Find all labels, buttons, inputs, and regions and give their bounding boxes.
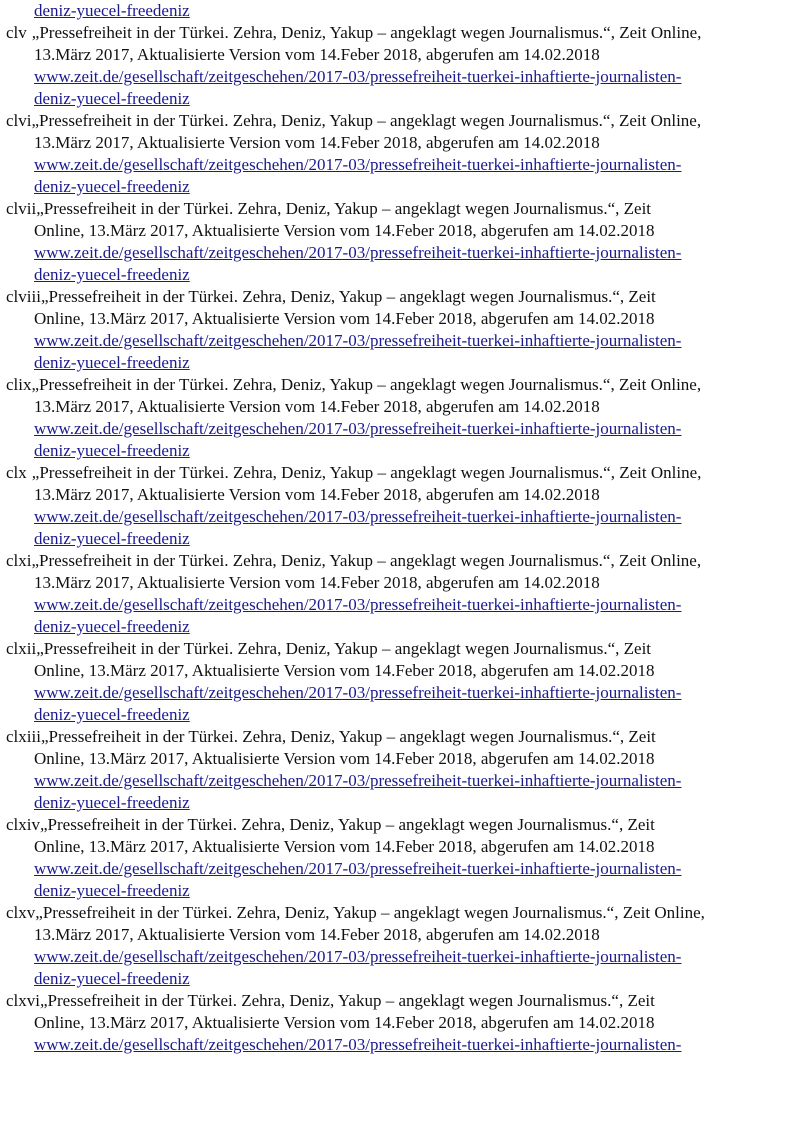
footnote-entry bbox=[6, 902, 796, 990]
footnote-citation-text: „Pressefreiheit in der Türkei. Zehra, Deniz, Yakup – angeklagt wegen Journalismus.“, Zeit bbox=[40, 287, 656, 306]
footnote-url-continuation-link[interactable]: deniz-yuecel-freedeniz bbox=[34, 353, 190, 372]
footnote-url-link[interactable]: www.zeit.de/gesellschaft/zeitgeschehen/2017-03/pressefreiheit-tuerkei-inhaftierte-journalisten- bbox=[34, 859, 682, 878]
footnote-number: clvi bbox=[6, 111, 32, 130]
footnote-url-link[interactable]: www.zeit.de/gesellschaft/zeitgeschehen/2017-03/pressefreiheit-tuerkei-inhaftierte-journalisten- bbox=[34, 771, 682, 790]
footnote-url-line bbox=[6, 858, 796, 880]
footnote-url-continuation-line bbox=[6, 88, 796, 110]
footnote-url-line bbox=[6, 242, 796, 264]
footnote-first-line bbox=[6, 814, 796, 836]
footnote-citation-text: „Pressefreiheit in der Türkei. Zehra, Deniz, Yakup – angeklagt wegen Journalismus.“, Zeit Online, bbox=[31, 551, 702, 570]
footnote-number: clxiv bbox=[6, 815, 40, 834]
footnote-url-continuation-link[interactable]: deniz-yuecel-freedeniz bbox=[34, 617, 190, 636]
footnote-number: clxv bbox=[6, 903, 36, 922]
footnote-entry bbox=[6, 198, 796, 286]
footnote-date-line: Online, 13.März 2017, Aktualisierte Version vom 14.Feber 2018, abgerufen am 14.02.2018 bbox=[34, 1013, 655, 1032]
footnote-entry bbox=[6, 726, 796, 814]
footnote-date-line: Online, 13.März 2017, Aktualisierte Version vom 14.Feber 2018, abgerufen am 14.02.2018 bbox=[34, 221, 655, 240]
footnote-url-continuation-line bbox=[6, 792, 796, 814]
footnote-number: clxi bbox=[6, 551, 32, 570]
footnote-url-line bbox=[6, 1034, 796, 1056]
footnote-number: clxiii bbox=[6, 727, 41, 746]
footnote-entry bbox=[6, 550, 796, 638]
footnote-list bbox=[6, 22, 796, 1056]
footnote-date-line: 13.März 2017, Aktualisierte Version vom 14.Feber 2018, abgerufen am 14.02.2018 bbox=[34, 573, 600, 592]
footnote-url-link[interactable]: www.zeit.de/gesellschaft/zeitgeschehen/2017-03/pressefreiheit-tuerkei-inhaftierte-journalisten- bbox=[34, 507, 682, 526]
footnote-citation-text: „Pressefreiheit in der Türkei. Zehra, Deniz, Yakup – angeklagt wegen Journalismus.“, Zeit bbox=[36, 639, 652, 658]
footnote-url-link[interactable]: www.zeit.de/gesellschaft/zeitgeschehen/2017-03/pressefreiheit-tuerkei-inhaftierte-journalisten- bbox=[34, 419, 682, 438]
footnote-first-line bbox=[6, 902, 796, 924]
footnote-url-link[interactable]: www.zeit.de/gesellschaft/zeitgeschehen/2017-03/pressefreiheit-tuerkei-inhaftierte-journalisten- bbox=[34, 155, 682, 174]
footnote-entry bbox=[6, 286, 796, 374]
footnote-url-line bbox=[6, 154, 796, 176]
footnote-url-continuation-link[interactable]: deniz-yuecel-freedeniz bbox=[34, 177, 190, 196]
footnote-url-continuation-link[interactable]: deniz-yuecel-freedeniz bbox=[34, 529, 190, 548]
footnote-url-line bbox=[6, 330, 796, 352]
footnote-url-continuation-link[interactable]: deniz-yuecel-freedeniz bbox=[34, 705, 190, 724]
footnote-url-continuation-link[interactable]: deniz-yuecel-freedeniz bbox=[34, 89, 190, 108]
footnote-url-continuation-link[interactable]: deniz-yuecel-freedeniz bbox=[34, 441, 190, 460]
footnote-url-line bbox=[6, 946, 796, 968]
footnote-url-line bbox=[6, 594, 796, 616]
continued-url-line bbox=[6, 0, 796, 22]
footnote-first-line bbox=[6, 374, 796, 396]
footnote-date-line: 13.März 2017, Aktualisierte Version vom 14.Feber 2018, abgerufen am 14.02.2018 bbox=[34, 925, 600, 944]
footnote-url-link[interactable]: www.zeit.de/gesellschaft/zeitgeschehen/2017-03/pressefreiheit-tuerkei-inhaftierte-journalisten- bbox=[34, 331, 682, 350]
footnote-url-link[interactable]: www.zeit.de/gesellschaft/zeitgeschehen/2017-03/pressefreiheit-tuerkei-inhaftierte-journalisten- bbox=[34, 1035, 682, 1054]
footnote-url-continuation-line bbox=[6, 616, 796, 638]
footnote-number: clvii bbox=[6, 199, 37, 218]
footnote-url-line bbox=[6, 682, 796, 704]
footnote-first-line bbox=[6, 198, 796, 220]
footnote-url-line bbox=[6, 66, 796, 88]
footnote-citation-text: „Pressefreiheit in der Türkei. Zehra, Deniz, Yakup – angeklagt wegen Journalismus.“, Zeit bbox=[40, 815, 655, 834]
footnote-url-continuation-line bbox=[6, 968, 796, 990]
footnote-entry bbox=[6, 374, 796, 462]
footnote-date-line: 13.März 2017, Aktualisierte Version vom 14.Feber 2018, abgerufen am 14.02.2018 bbox=[34, 133, 600, 152]
footnote-url-continuation-line bbox=[6, 440, 796, 462]
footnote-citation-text: „Pressefreiheit in der Türkei. Zehra, Deniz, Yakup – angeklagt wegen Journalismus.“, Zeit bbox=[36, 199, 652, 218]
footnote-number: clix bbox=[6, 375, 32, 394]
footnote-first-line bbox=[6, 990, 796, 1012]
footnote-entry bbox=[6, 462, 796, 550]
footnote-url-link[interactable]: www.zeit.de/gesellschaft/zeitgeschehen/2017-03/pressefreiheit-tuerkei-inhaftierte-journalisten- bbox=[34, 947, 682, 966]
footnote-date-line: Online, 13.März 2017, Aktualisierte Version vom 14.Feber 2018, abgerufen am 14.02.2018 bbox=[34, 309, 655, 328]
footnote-url-line bbox=[6, 418, 796, 440]
footnote-url-continuation-line bbox=[6, 704, 796, 726]
footnote-date-line: 13.März 2017, Aktualisierte Version vom 14.Feber 2018, abgerufen am 14.02.2018 bbox=[34, 397, 600, 416]
footnote-date-line: Online, 13.März 2017, Aktualisierte Version vom 14.Feber 2018, abgerufen am 14.02.2018 bbox=[34, 837, 655, 856]
footnote-url-line bbox=[6, 770, 796, 792]
footnote-first-line bbox=[6, 110, 796, 132]
footnote-url-link[interactable]: www.zeit.de/gesellschaft/zeitgeschehen/2017-03/pressefreiheit-tuerkei-inhaftierte-journalisten- bbox=[34, 595, 682, 614]
footnote-entry bbox=[6, 638, 796, 726]
footnote-citation-text: „Pressefreiheit in der Türkei. Zehra, Deniz, Yakup – angeklagt wegen Journalismus.“, Zeit Online, bbox=[31, 463, 702, 482]
footnote-url-continuation-line bbox=[6, 528, 796, 550]
footnote-entry bbox=[6, 814, 796, 902]
footnote-date-line: 13.März 2017, Aktualisierte Version vom 14.Feber 2018, abgerufen am 14.02.2018 bbox=[34, 485, 600, 504]
footnote-url-continuation-link[interactable]: deniz-yuecel-freedeniz bbox=[34, 969, 190, 988]
footnote-url-line bbox=[6, 506, 796, 528]
footnote-first-line bbox=[6, 726, 796, 748]
footnote-number: clxii bbox=[6, 639, 37, 658]
footnote-url-continuation-link[interactable]: deniz-yuecel-freedeniz bbox=[34, 793, 190, 812]
footnote-entry bbox=[6, 22, 796, 110]
footnote-url-continuation-line bbox=[6, 176, 796, 198]
footnote-number: clx bbox=[6, 463, 27, 482]
footnote-first-line bbox=[6, 286, 796, 308]
footnote-number: clv bbox=[6, 23, 27, 42]
footnote-citation-text: „Pressefreiheit in der Türkei. Zehra, Deniz, Yakup – angeklagt wegen Journalismus.“, Zeit bbox=[40, 727, 656, 746]
footnote-date-line: Online, 13.März 2017, Aktualisierte Version vom 14.Feber 2018, abgerufen am 14.02.2018 bbox=[34, 661, 655, 680]
footnote-citation-text: „Pressefreiheit in der Türkei. Zehra, Deniz, Yakup – angeklagt wegen Journalismus.“, Zeit Online, bbox=[31, 111, 702, 130]
footnote-first-line bbox=[6, 462, 796, 484]
footnote-page bbox=[6, 0, 796, 1056]
footnote-date-line: 13.März 2017, Aktualisierte Version vom 14.Feber 2018, abgerufen am 14.02.2018 bbox=[34, 45, 600, 64]
footnote-url-continuation-line bbox=[6, 264, 796, 286]
footnote-citation-text: „Pressefreiheit in der Türkei. Zehra, Deniz, Yakup – angeklagt wegen Journalismus.“, Zeit Online, bbox=[31, 375, 702, 394]
footnote-first-line bbox=[6, 638, 796, 660]
footnote-date-line: Online, 13.März 2017, Aktualisierte Version vom 14.Feber 2018, abgerufen am 14.02.2018 bbox=[34, 749, 655, 768]
footnote-url-continuation-line bbox=[6, 352, 796, 374]
footnote-url-continuation-line bbox=[6, 880, 796, 902]
footnote-url-link[interactable]: www.zeit.de/gesellschaft/zeitgeschehen/2017-03/pressefreiheit-tuerkei-inhaftierte-journalisten- bbox=[34, 243, 682, 262]
footnote-citation-text: „Pressefreiheit in der Türkei. Zehra, Deniz, Yakup – angeklagt wegen Journalismus.“, Zeit Online, bbox=[35, 903, 705, 922]
footnote-url-continuation-link[interactable]: deniz-yuecel-freedeniz bbox=[34, 881, 190, 900]
footnote-url-continuation-link[interactable]: deniz-yuecel-freedeniz bbox=[34, 265, 190, 284]
continued-url-link[interactable]: deniz-yuecel-freedeniz bbox=[34, 1, 190, 20]
footnote-citation-text: „Pressefreiheit in der Türkei. Zehra, Deniz, Yakup – angeklagt wegen Journalismus.“, Zeit bbox=[40, 991, 655, 1010]
footnote-url-link[interactable]: www.zeit.de/gesellschaft/zeitgeschehen/2017-03/pressefreiheit-tuerkei-inhaftierte-journalisten- bbox=[34, 67, 682, 86]
footnote-first-line bbox=[6, 550, 796, 572]
footnote-url-link[interactable]: www.zeit.de/gesellschaft/zeitgeschehen/2017-03/pressefreiheit-tuerkei-inhaftierte-journalisten- bbox=[34, 683, 682, 702]
footnote-number: clxvi bbox=[6, 991, 40, 1010]
footnote-number: clviii bbox=[6, 287, 41, 306]
footnote-citation-text: „Pressefreiheit in der Türkei. Zehra, Deniz, Yakup – angeklagt wegen Journalismus.“, Zeit Online, bbox=[31, 23, 702, 42]
footnote-first-line bbox=[6, 22, 796, 44]
footnote-entry bbox=[6, 990, 796, 1056]
footnote-entry bbox=[6, 110, 796, 198]
